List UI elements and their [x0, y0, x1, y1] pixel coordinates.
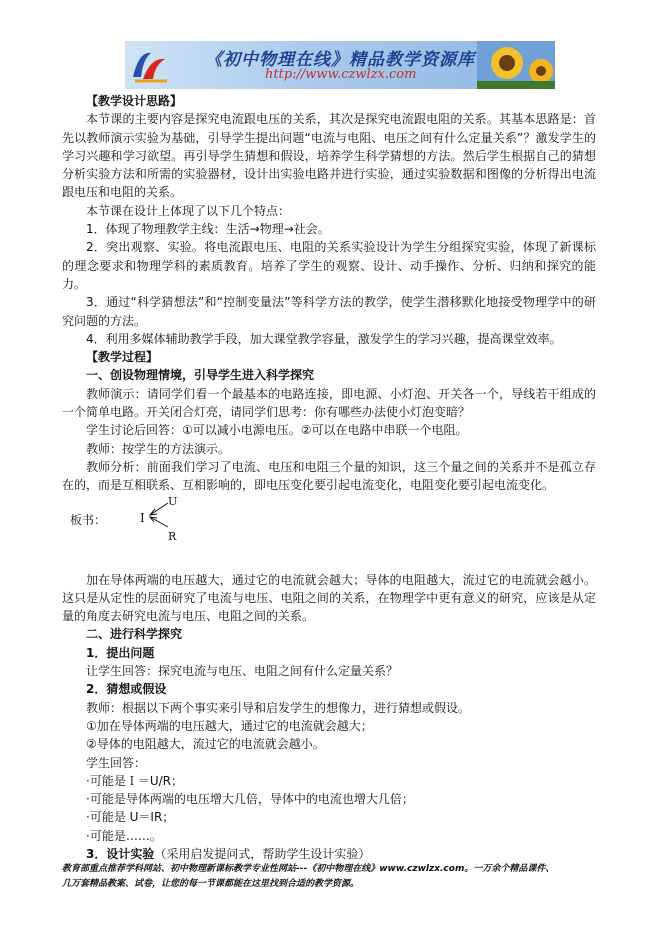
- site-logo-icon: [129, 47, 169, 83]
- board-I: I: [140, 510, 145, 525]
- answer-3: ·可能是 U＝IR；: [86, 810, 175, 825]
- answer-2: ·可能是导体两端的电压增大几倍，导体中的电流也增大几倍；: [86, 792, 414, 807]
- step3-line: [62, 845, 596, 863]
- arrow-diagram-icon: [148, 499, 172, 533]
- step1-text: 让学生回答：探究电流与电压、电阻之间有什么定量关系？: [86, 664, 399, 679]
- answer-4: ·可能是……。: [86, 828, 162, 843]
- step2-text: 教师：根据以下两个事实来引导和启发学生的想像力，进行猜想或假设。: [86, 700, 471, 715]
- part1-heading: 一、创设物理情境，引导学生进入科学探究: [86, 368, 315, 383]
- board-label: 板书：: [70, 512, 107, 527]
- step3-heading: 3．设计实验: [86, 846, 155, 861]
- conclusion-paragraph: 加在导体两端的电压越大，通过它的电流就会越大；导体的电阻越大，流过它的电流就会越小。这只是从定性的层面研究了电流与电压、电阻之间的关系，在物理学中更有意义的研究，应该是从定量的角度去研究电流与电压、电阻之间的关系。: [62, 572, 596, 624]
- design-heading: 【教学设计思路】: [86, 94, 183, 108]
- design-paragraph-1: 本节课的主要内容是探究电流跟电压的关系，其次是探究电流跟电阻的关系。其基本思路是：首先以教师演示实验为基础，引导学生提出问题“电流与电阻、电压之间有什么定量关系”？激发学生的学习兴趣和学习欲望。再引导学生猜想和假设，培养学生科学猜想的方法。然后学生根据自己的猜想分析实验方法和所需的实验器材，设计出实验电路并进行实验，通过实验数据和图像的分析得出电流跟电压和电阻的关系。: [62, 112, 596, 200]
- fact-2: ②导体的电阻越大，流过它的电流就会越小。: [86, 737, 325, 752]
- header-banner: [125, 41, 555, 89]
- design-point-3: 3．通过“科学猜想法”和“控制变量法”等科学方法的教学，使学生潜移默化地接受物理学中的研究问题的方法。: [62, 295, 596, 328]
- student-discussion: 学生讨论后回答：①可以减小电源电压。②可以在电路中串联一个电阻。: [86, 423, 468, 438]
- board-R: R: [168, 529, 177, 543]
- sunflower-icon: [477, 41, 555, 89]
- board-U: U: [168, 494, 178, 508]
- step2-heading: 2．猜想或假设: [86, 682, 167, 697]
- step3-note: （采用启发提问式，帮助学生设计实验）: [154, 846, 371, 861]
- footer-line-1: 教育部重点推荐学科网站、初中物理新课标教学专业性网站---《初中物理在线》www.czwlzx.com。一万余个精品课件、: [62, 864, 555, 874]
- teacher-demo: 教师演示：请同学们看一个最基本的电路连接，即电源、小灯泡、开关各一个，导线若干组成的一个简单电路。开关闭合灯亮，请同学们思考：你有哪些办法使小灯泡变暗？: [62, 386, 596, 420]
- document-body: [62, 92, 596, 863]
- part2-heading: 二、进行科学探究: [86, 627, 183, 642]
- process-heading: 【教学过程】: [86, 350, 159, 365]
- design-point-1: 1．体现了物理教学主线：生活→物理→社会。: [86, 222, 330, 237]
- banner-url[interactable]: http://www.czwlzx.com: [265, 67, 417, 82]
- student-answer-label: 学生回答：: [86, 755, 147, 770]
- board-diagram: [62, 495, 596, 571]
- fact-1: ①加在导体两端的电压越大，通过它的电流就会越大；: [86, 718, 373, 733]
- answer-1: ·可能是Ｉ＝U/R；: [86, 773, 183, 788]
- teacher-follow: 教师：按学生的方法演示。: [86, 441, 231, 456]
- page-footer: [62, 862, 596, 892]
- design-paragraph-2: 本节课在设计上体现了以下几个特点：: [86, 203, 291, 218]
- step1-heading: 1．提出问题: [86, 645, 155, 660]
- footer-line-2: 几万套精品教案、试卷，让您的每一节课都能在这里找到合适的教学资源。: [62, 879, 360, 889]
- design-point-2: 2．突出观察、实验。将电流跟电压、电阻的关系实验设计为学生分组探究实验，体现了新课标的理念要求和物理学科的素质教育。培养了学生的观察、设计、动手操作、分析、归纳和探究的能力。: [62, 240, 596, 291]
- banner-title: 《初中物理在线》精品教学资源库: [205, 50, 475, 70]
- teacher-analysis: 教师分析：前面我们学习了电流、电压和电阻三个量的知识，这三个量之间的关系并不是孤立存在的，而是互相联系、互相影响的，即电压变化要引起电流变化，电阻变化要引起电流变化。: [62, 459, 596, 493]
- design-point-4: 4．利用多媒体辅助教学手段，加大课堂教学容量，激发学生的学习兴趣，提高课堂效率。: [86, 331, 562, 346]
